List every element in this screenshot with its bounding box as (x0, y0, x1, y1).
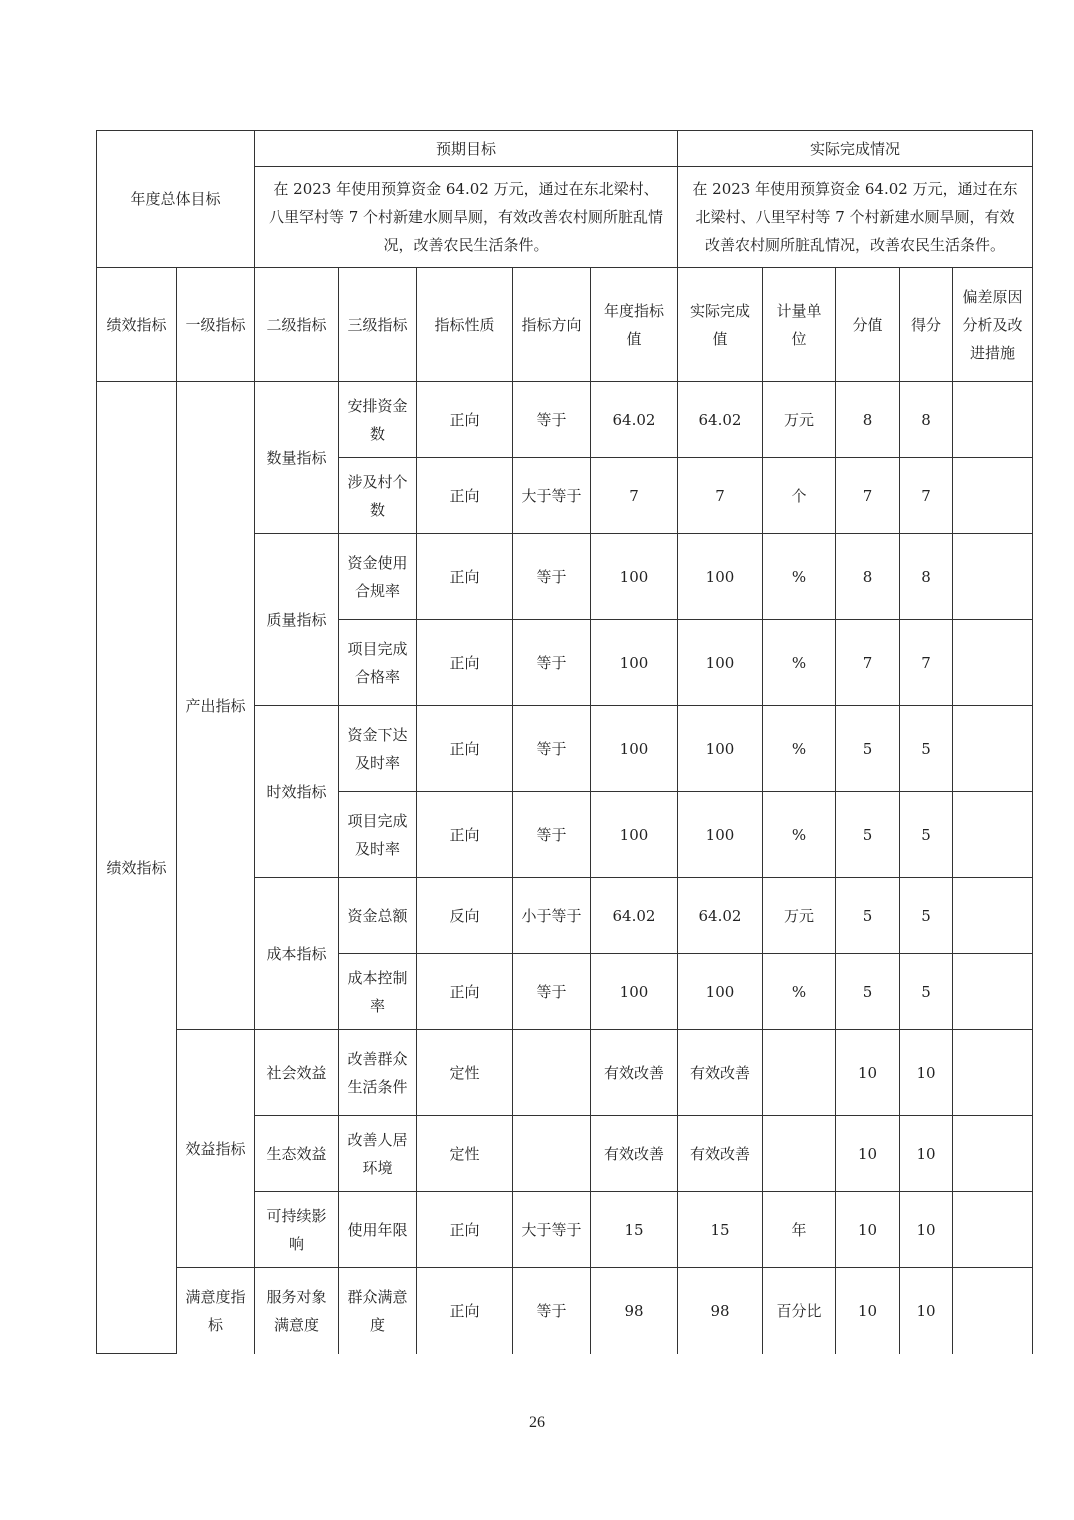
column-header: 绩效指标 (97, 268, 177, 382)
score-obtained: 10 (900, 1116, 953, 1192)
level3-indicator: 项目完成合格率 (339, 620, 417, 706)
level3-indicator: 项目完成及时率 (339, 792, 417, 878)
score-obtained: 7 (900, 458, 953, 534)
column-header: 年度指标值 (591, 268, 678, 382)
score-obtained: 5 (900, 706, 953, 792)
expected-goal-header: 预期目标 (255, 131, 678, 167)
actual-value: 64.02 (678, 382, 763, 458)
indicator-nature: 正向 (417, 382, 513, 458)
indicator-nature: 反向 (417, 878, 513, 954)
column-header: 得分 (900, 268, 953, 382)
indicator-nature: 定性 (417, 1116, 513, 1192)
indicator-direction: 等于 (513, 382, 591, 458)
annual-target-value: 100 (591, 954, 678, 1030)
output-indicator-cell: 产出指标 (177, 382, 255, 1030)
level3-indicator: 改善群众生活条件 (339, 1030, 417, 1116)
annual-target-value: 100 (591, 620, 678, 706)
score-value: 5 (836, 792, 900, 878)
actual-value: 7 (678, 458, 763, 534)
performance-table (96, 130, 1033, 1354)
ecological-benefit-cell: 生态效益 (255, 1116, 339, 1192)
score-obtained: 10 (900, 1268, 953, 1354)
table-row (97, 1268, 1033, 1354)
deviation-note (953, 878, 1033, 954)
score-obtained: 10 (900, 1030, 953, 1116)
annual-target-value: 100 (591, 534, 678, 620)
score-obtained: 8 (900, 382, 953, 458)
service-satisfaction-cell: 服务对象满意度 (255, 1268, 339, 1354)
annual-target-value: 100 (591, 706, 678, 792)
deviation-note (953, 954, 1033, 1030)
social-benefit-cell: 社会效益 (255, 1030, 339, 1116)
score-value: 8 (836, 534, 900, 620)
quality-indicator-cell: 质量指标 (255, 534, 339, 706)
measure-unit: % (763, 706, 836, 792)
indicator-direction: 等于 (513, 954, 591, 1030)
column-header: 实际完成值 (678, 268, 763, 382)
score-value: 7 (836, 620, 900, 706)
score-obtained: 10 (900, 1192, 953, 1268)
indicator-direction: 等于 (513, 792, 591, 878)
level3-indicator: 资金下达及时率 (339, 706, 417, 792)
deviation-note (953, 792, 1033, 878)
indicator-nature: 正向 (417, 1268, 513, 1354)
indicator-direction: 小于等于 (513, 878, 591, 954)
table-row (97, 1030, 1033, 1116)
deviation-note (953, 620, 1033, 706)
actual-value: 98 (678, 1268, 763, 1354)
annual-target-value: 64.02 (591, 878, 678, 954)
score-obtained: 5 (900, 954, 953, 1030)
indicator-nature: 正向 (417, 792, 513, 878)
annual-target-value: 有效改善 (591, 1030, 678, 1116)
sustainable-impact-cell: 可持续影响 (255, 1192, 339, 1268)
performance-group-cell: 绩效指标 (97, 382, 177, 1354)
indicator-direction (513, 1030, 591, 1116)
quantity-indicator-cell: 数量指标 (255, 382, 339, 534)
indicator-nature: 正向 (417, 620, 513, 706)
column-header: 计量单位 (763, 268, 836, 382)
column-header: 分值 (836, 268, 900, 382)
indicator-direction: 大于等于 (513, 1192, 591, 1268)
measure-unit: 年 (763, 1192, 836, 1268)
score-value: 5 (836, 878, 900, 954)
annual-target-value: 100 (591, 792, 678, 878)
score-value: 8 (836, 382, 900, 458)
measure-unit: % (763, 792, 836, 878)
level3-indicator: 群众满意度 (339, 1268, 417, 1354)
deviation-note (953, 382, 1033, 458)
indicator-direction (513, 1116, 591, 1192)
actual-value: 15 (678, 1192, 763, 1268)
score-obtained: 5 (900, 792, 953, 878)
indicator-direction: 大于等于 (513, 458, 591, 534)
indicator-nature: 正向 (417, 458, 513, 534)
measure-unit: 个 (763, 458, 836, 534)
deviation-note (953, 706, 1033, 792)
measure-unit (763, 1116, 836, 1192)
deviation-note (953, 1268, 1033, 1354)
measure-unit: % (763, 534, 836, 620)
level3-indicator: 安排资金数 (339, 382, 417, 458)
actual-completion-text: 在 2023 年使用预算资金 64.02 万元，通过在东北梁村、八里罕村等 7 个村新建水厕旱厕，有效改善农村厕所脏乱情况，改善农民生活条件。 (678, 167, 1033, 268)
score-value: 5 (836, 954, 900, 1030)
score-obtained: 7 (900, 620, 953, 706)
indicator-nature: 正向 (417, 534, 513, 620)
actual-value: 100 (678, 534, 763, 620)
benefit-indicator-cell: 效益指标 (177, 1030, 255, 1268)
score-value: 5 (836, 706, 900, 792)
score-value: 10 (836, 1268, 900, 1354)
actual-value: 64.02 (678, 878, 763, 954)
measure-unit: 万元 (763, 382, 836, 458)
cost-indicator-cell: 成本指标 (255, 878, 339, 1030)
deviation-note (953, 1030, 1033, 1116)
indicator-direction: 等于 (513, 706, 591, 792)
annual-target-value: 有效改善 (591, 1116, 678, 1192)
indicator-direction: 等于 (513, 620, 591, 706)
column-header: 指标性质 (417, 268, 513, 382)
annual-target-value: 64.02 (591, 382, 678, 458)
annual-target-value: 98 (591, 1268, 678, 1354)
indicator-nature: 正向 (417, 954, 513, 1030)
actual-value: 100 (678, 792, 763, 878)
expected-goal-text: 在 2023 年使用预算资金 64.02 万元，通过在东北梁村、八里罕村等 7 个村新建水厕旱厕，有效改善农村厕所脏乱情况，改善农民生活条件。 (255, 167, 678, 268)
column-header: 三级指标 (339, 268, 417, 382)
actual-value: 100 (678, 620, 763, 706)
satisfaction-indicator-cell: 满意度指标 (177, 1268, 255, 1354)
indicator-nature: 正向 (417, 1192, 513, 1268)
score-value: 10 (836, 1030, 900, 1116)
indicator-nature: 正向 (417, 706, 513, 792)
level3-indicator: 涉及村个数 (339, 458, 417, 534)
annual-target-value: 15 (591, 1192, 678, 1268)
page-number: 26 (529, 1414, 545, 1431)
timeliness-indicator-cell: 时效指标 (255, 706, 339, 878)
score-obtained: 5 (900, 878, 953, 954)
level3-indicator: 资金总额 (339, 878, 417, 954)
indicator-nature: 定性 (417, 1030, 513, 1116)
level3-indicator: 资金使用合规率 (339, 534, 417, 620)
actual-value: 100 (678, 706, 763, 792)
indicator-direction: 等于 (513, 534, 591, 620)
actual-value: 有效改善 (678, 1030, 763, 1116)
level3-indicator: 改善人居环境 (339, 1116, 417, 1192)
deviation-note (953, 1192, 1033, 1268)
score-value: 7 (836, 458, 900, 534)
score-value: 10 (836, 1192, 900, 1268)
measure-unit (763, 1030, 836, 1116)
measure-unit: 万元 (763, 878, 836, 954)
column-header: 偏差原因分析及改进措施 (953, 268, 1033, 382)
annual-target-value: 7 (591, 458, 678, 534)
score-obtained: 8 (900, 534, 953, 620)
measure-unit: 百分比 (763, 1268, 836, 1354)
measure-unit: % (763, 954, 836, 1030)
deviation-note (953, 1116, 1033, 1192)
actual-completion-header: 实际完成情况 (678, 131, 1033, 167)
level3-indicator: 成本控制率 (339, 954, 417, 1030)
actual-value: 有效改善 (678, 1116, 763, 1192)
actual-value: 100 (678, 954, 763, 1030)
level3-indicator: 使用年限 (339, 1192, 417, 1268)
indicator-direction: 等于 (513, 1268, 591, 1354)
score-value: 10 (836, 1116, 900, 1192)
measure-unit: % (763, 620, 836, 706)
deviation-note (953, 534, 1033, 620)
column-header: 二级指标 (255, 268, 339, 382)
annual-goal-label: 年度总体目标 (97, 131, 255, 268)
deviation-note (953, 458, 1033, 534)
table-row (97, 382, 1033, 458)
column-header: 一级指标 (177, 268, 255, 382)
column-header: 指标方向 (513, 268, 591, 382)
